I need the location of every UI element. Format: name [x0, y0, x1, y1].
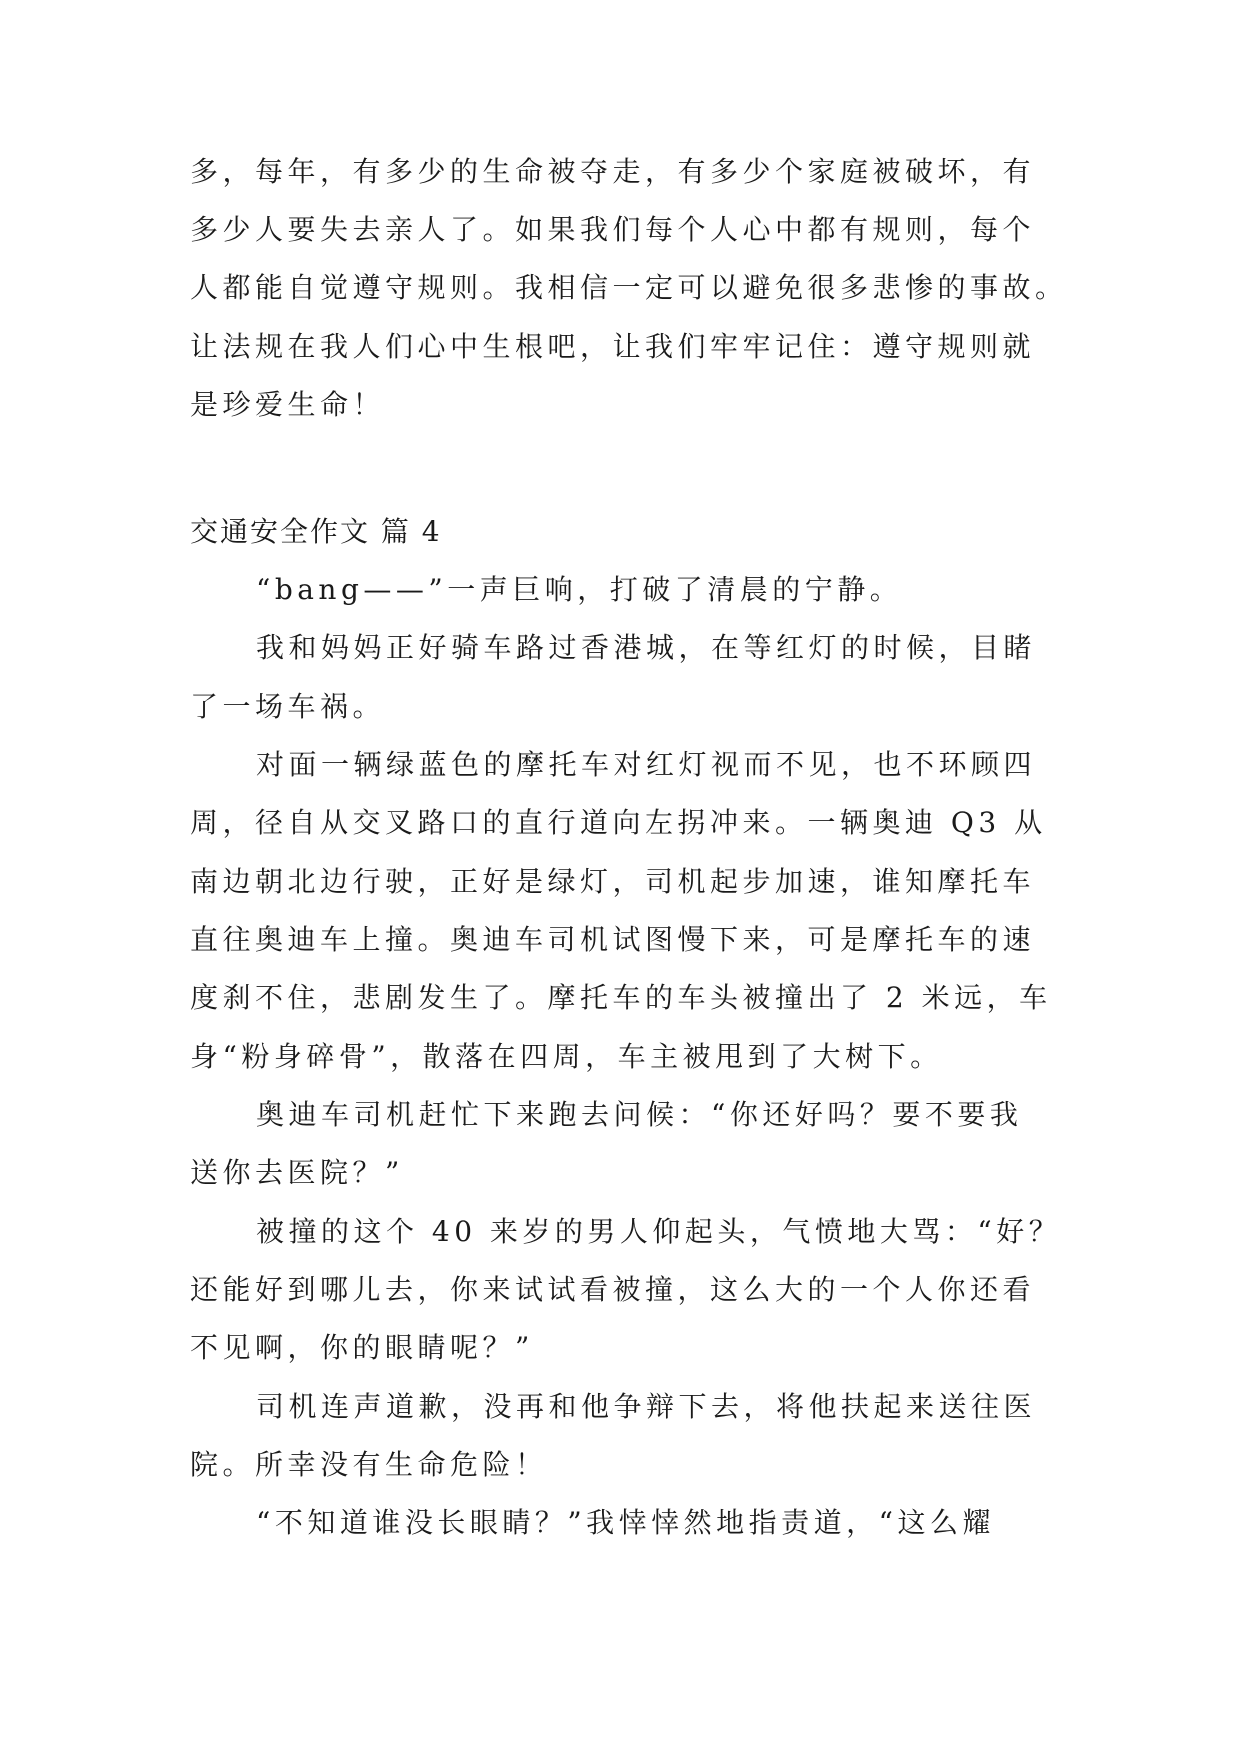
- body-line-16: 院。所幸没有生命危险！: [190, 1448, 548, 1481]
- body-line-14: 不见啊，你的眼睛呢？”: [190, 1331, 534, 1364]
- body-line-9: 身“粉身碎骨”，散落在四周，车主被甩到了大树下。: [190, 1040, 943, 1073]
- body-line-13: 还能好到哪儿去，你来试试看被撞，这么大的一个人你还看: [190, 1273, 1036, 1306]
- body-line-5: 周，径自从交叉路口的直行道向左拐冲来。一辆奥迪 Q3 从: [190, 806, 1047, 839]
- intro-line-4: 让法规在我人们心中生根吧，让我们牢牢记住：遵守规则就: [190, 330, 1036, 363]
- body-line-2: 我和妈妈正好骑车路过香港城，在等红灯的时候，目睹: [256, 631, 1037, 664]
- body-line-12: 被撞的这个 40 来岁的男人仰起头，气愤地大骂：“好？: [256, 1215, 1062, 1248]
- body-line-10: 奥迪车司机赶忙下来跑去问候：“你还好吗？要不要我: [256, 1098, 1023, 1131]
- body-line-6: 南边朝北边行驶，正好是绿灯，司机起步加速，谁知摩托车: [190, 865, 1036, 898]
- body-line-11: 送你去医院？”: [190, 1156, 404, 1189]
- body-line-15: 司机连声道歉，没再和他争辩下去，将他扶起来送往医: [256, 1390, 1037, 1423]
- body-line-17: “不知道谁没长眼睛？”我悻悻然地指责道，“这么耀: [256, 1506, 995, 1539]
- intro-line-3: 人都能自觉遵守规则。我相信一定可以避免很多悲惨的事故。: [190, 271, 1068, 304]
- intro-line-2: 多少人要失去亲人了。如果我们每个人心中都有规则，每个: [190, 213, 1036, 246]
- intro-line-5: 是珍爱生命！: [190, 388, 386, 421]
- section-heading: 交通安全作文 篇 4: [190, 515, 442, 548]
- body-line-4: 对面一辆绿蓝色的摩托车对红灯视而不见，也不环顾四: [256, 748, 1037, 781]
- intro-line-1: 多，每年，有多少的生命被夺走，有多少个家庭被破坏，有: [190, 155, 1036, 188]
- body-line-1: “bang——”一声巨响，打破了清晨的宁静。: [256, 573, 903, 606]
- body-line-3: 了一场车祸。: [190, 690, 386, 723]
- body-line-8: 度刹不住，悲剧发生了。摩托车的车头被撞出了 2 米远，车: [190, 981, 1052, 1014]
- body-line-7: 直往奥迪车上撞。奥迪车司机试图慢下来，可是摩托车的速: [190, 923, 1036, 956]
